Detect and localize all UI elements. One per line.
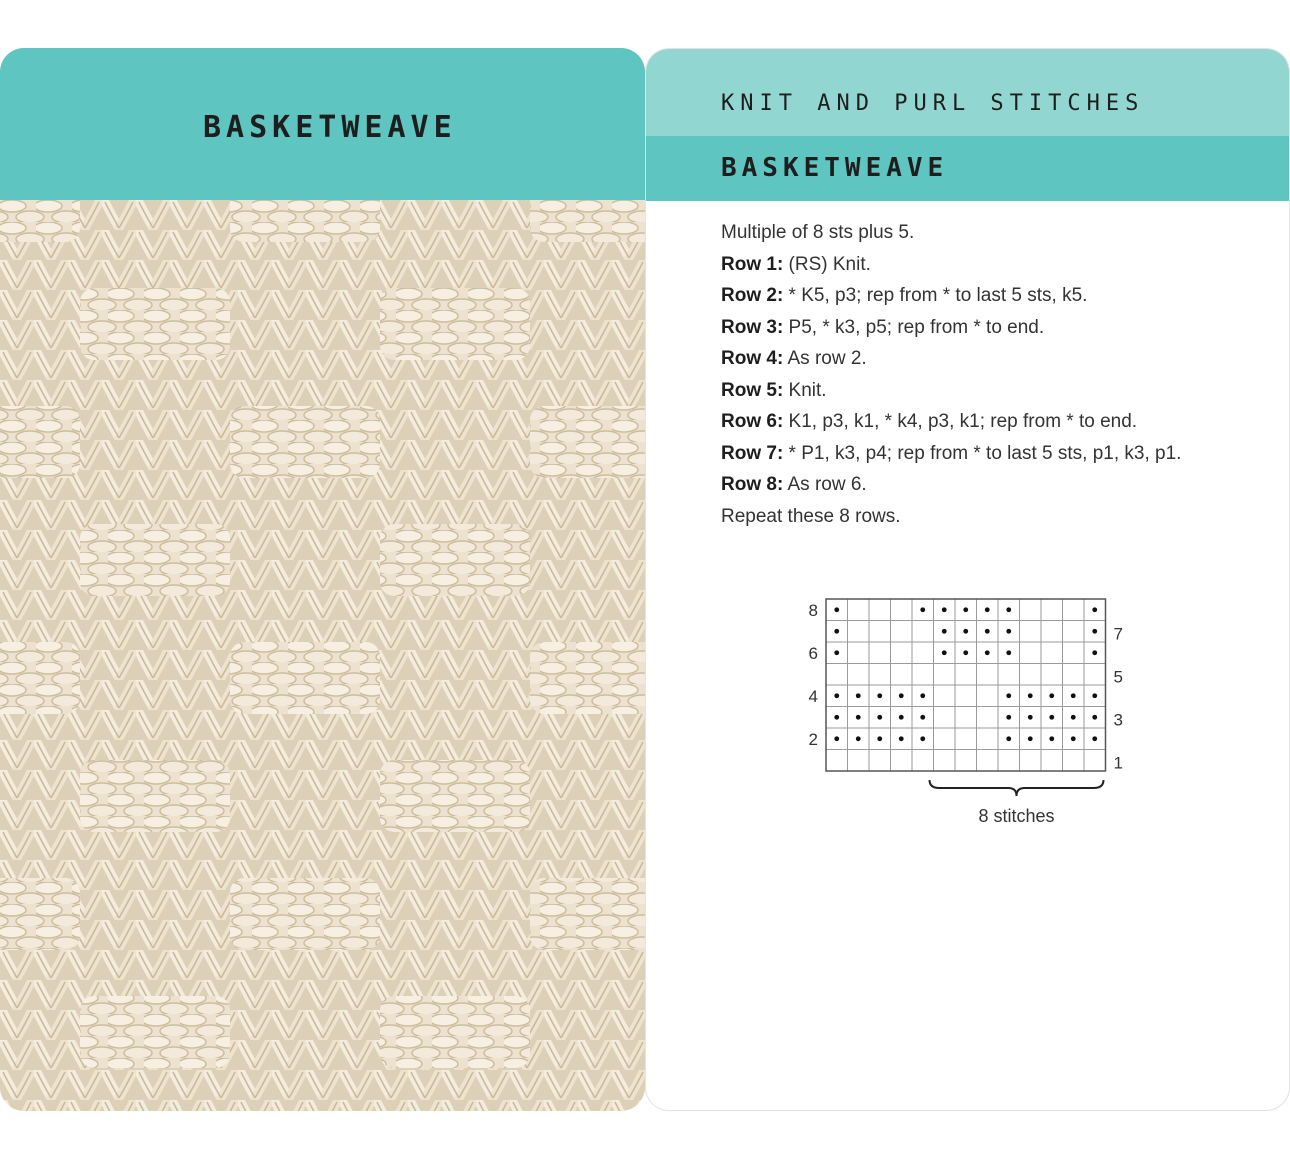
row-instruction [721, 375, 1261, 407]
purl-block [230, 200, 380, 242]
row-text: K1, p3, k1, * k4, p3, k1; rep from * to end. [783, 411, 1138, 432]
purl-dot [1028, 715, 1033, 720]
purl-block [80, 288, 230, 360]
purl-dot [877, 715, 882, 720]
repeat-label: 8 stitches [978, 806, 1055, 826]
swatch-card-title: BASKETWEAVE [203, 110, 457, 145]
row-text: * K5, p3; rep from * to last 5 sts, k5. [783, 285, 1088, 306]
purl-block [380, 760, 530, 832]
swatch-card [0, 48, 645, 1111]
chart-row-number: 2 [808, 729, 818, 749]
chart-row-number: 1 [1113, 753, 1123, 773]
purl-dot [985, 607, 990, 612]
purl-dot [834, 715, 839, 720]
row-text: * P1, k3, p4; rep from * to last 5 sts, p1, k3, p1. [783, 442, 1182, 464]
row-label: Row 4: [721, 348, 784, 369]
row-text: As row 2. [783, 348, 867, 369]
purl-dot [834, 629, 839, 634]
purl-dot [920, 607, 925, 612]
repeat-brace [930, 780, 1104, 796]
purl-dot [1049, 693, 1054, 698]
chart-row-number: 4 [808, 686, 818, 706]
row-text: (RS) Knit. [783, 253, 871, 275]
purl-dot [963, 650, 968, 655]
purl-dot [1028, 693, 1033, 698]
purl-block [380, 524, 530, 596]
purl-dot [1006, 607, 1011, 612]
section-label: KNIT AND PURL STITCHES [721, 91, 1145, 116]
purl-dot [942, 629, 947, 634]
purl-dot [1049, 736, 1054, 741]
purl-dot [963, 607, 968, 612]
purl-dot [856, 693, 861, 698]
purl-dot [1006, 715, 1011, 720]
knitted-swatch-image [0, 200, 645, 1111]
purl-dot [1071, 715, 1076, 720]
purl-dot [1049, 715, 1054, 720]
purl-block [0, 642, 80, 714]
chart-row-number: 6 [808, 643, 818, 663]
purl-dot [1006, 736, 1011, 741]
row-label: Row 7: [721, 442, 784, 464]
row-instruction [721, 343, 1261, 375]
row-text: As row 6. [783, 474, 867, 495]
purl-block [530, 642, 645, 714]
purl-dot [1028, 736, 1033, 741]
row-instruction [721, 469, 1261, 501]
row-instruction [721, 280, 1261, 312]
row-label: Row 5: [721, 379, 784, 401]
repeat-note: Repeat these 8 rows. [721, 505, 901, 527]
purl-dot [942, 650, 947, 655]
row-label: Row 1: [721, 253, 784, 275]
row-instruction [721, 406, 1261, 438]
stitch-multiple: Multiple of 8 sts plus 5. [721, 222, 915, 243]
row-label: Row 8: [721, 474, 784, 495]
purl-block [80, 524, 230, 596]
purl-dot [1092, 715, 1097, 720]
purl-dot [834, 736, 839, 741]
row-instruction [721, 438, 1261, 470]
pattern-instructions [721, 217, 1261, 532]
purl-dot [834, 693, 839, 698]
purl-dot [899, 736, 904, 741]
purl-dot [1006, 650, 1011, 655]
row-label: Row 3: [721, 316, 784, 338]
row-label: Row 6: [721, 411, 784, 432]
row-label: Row 2: [721, 285, 784, 306]
purl-dot [856, 736, 861, 741]
stitch-chart [781, 584, 1161, 854]
purl-dot [1092, 736, 1097, 741]
purl-block [530, 200, 645, 242]
pattern-title: BASKETWEAVE [721, 153, 949, 183]
purl-block [0, 878, 80, 950]
purl-block [80, 760, 230, 832]
row-instructions [721, 249, 1261, 501]
purl-block [530, 878, 645, 950]
purl-dot [1006, 629, 1011, 634]
purl-dot [877, 736, 882, 741]
purl-dot [1092, 693, 1097, 698]
purl-dot [834, 607, 839, 612]
row-instruction [721, 312, 1261, 344]
purl-dot [1006, 693, 1011, 698]
purl-block [230, 878, 380, 950]
purl-block [230, 642, 380, 714]
row-instruction [721, 249, 1261, 281]
purl-dot [920, 715, 925, 720]
purl-dot [1071, 736, 1076, 741]
purl-block [380, 288, 530, 360]
purl-dot [1092, 629, 1097, 634]
purl-block [380, 996, 530, 1068]
instructions-card [645, 48, 1290, 1111]
swatch-card-header [0, 48, 645, 200]
purl-dot [963, 629, 968, 634]
purl-dot [856, 715, 861, 720]
purl-dot [942, 607, 947, 612]
purl-block [530, 406, 645, 478]
purl-block [0, 200, 80, 242]
chart-row-number: 8 [808, 600, 818, 620]
purl-dot [834, 650, 839, 655]
chart-row-number: 5 [1113, 667, 1123, 687]
chart-row-number: 3 [1113, 710, 1123, 730]
row-text: Knit. [783, 379, 827, 401]
purl-dot [1092, 650, 1097, 655]
purl-dot [1071, 693, 1076, 698]
row-text: P5, * k3, p5; rep from * to end. [783, 316, 1045, 338]
purl-dot [899, 715, 904, 720]
purl-dot [920, 693, 925, 698]
purl-block [80, 996, 230, 1068]
purl-dot [985, 650, 990, 655]
purl-dot [985, 629, 990, 634]
chart-row-number: 7 [1113, 624, 1123, 644]
purl-dot [1092, 607, 1097, 612]
purl-block [0, 406, 80, 478]
purl-dot [920, 736, 925, 741]
purl-dot [899, 693, 904, 698]
purl-block [230, 406, 380, 478]
purl-dot [877, 693, 882, 698]
